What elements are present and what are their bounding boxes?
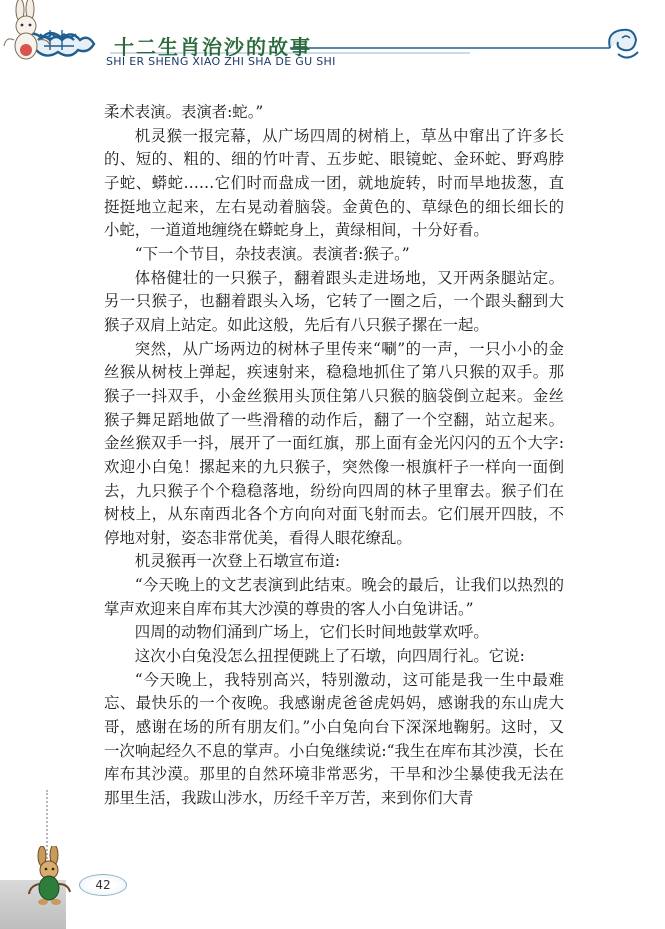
rabbit-icon <box>0 0 62 62</box>
paragraph: “今天晚上，我特别高兴，特别激动，这可能是我一生中最难忘、最快乐的一个夜晚。我感谢虎爸爸虎妈妈，感谢我的东山虎大哥，感谢在场的所有朋友们。”小白兔向台下深深地鞠躬。这时，又一次响起经久不息的掌声。小白兔继续说:“我生在库布其沙漠，长在库布其沙漠。那里的自然环境非常恶劣，干旱和沙尘暴使我无法在那里生活，我跋山涉水，历经千辛万苦，来到你们大青 <box>104 670 564 808</box>
body-text <box>104 101 564 811</box>
page-number: 42 <box>79 874 127 896</box>
book-title-pinyin: SHI ER SHENG XIAO ZHI SHA DE GU SHI <box>106 55 336 68</box>
paragraph: 体格健壮的一只猴子，翻着跟头走进场地，又开两条腿站定。另一只猴子，也翻着跟头入场，它转了一圈之后，一个跟头翻到大猴子双肩上站定。如此这般，先后有八只猴子摞在一起。 <box>104 268 564 334</box>
rabbit-mascot-icon <box>26 846 74 908</box>
page-header <box>0 0 665 100</box>
header-ornament <box>0 0 665 100</box>
paragraph: 这次小白兔没怎么扭捏便跳上了石墩，向四周行礼。它说: <box>134 647 525 666</box>
paragraph: 机灵猴一报完幕，从广场四周的树梢上，草丛中窜出了许多长的、短的、粗的、细的竹叶青、五步蛇、眼镜蛇、金环蛇、野鸡脖子蛇、蟒蛇……它们时而盘成一团，就地旋转，时而旱地拔葱，直挺挺地立起来，左右晃动着脑袋。金黄色的、草绿色的细长细长的小蛇，一道道地缠绕在蟒蛇身上，黄绿相间，十分好看。 <box>104 126 564 240</box>
paragraph: 机灵猴再一次登上石墩宣布道: <box>134 552 341 571</box>
paragraph: “下一个节目，杂技表演。表演者:猴子。” <box>134 244 410 263</box>
paragraph: 柔术表演。表演者:蛇。” <box>104 103 264 121</box>
paragraph: “今天晚上的文艺表演到此结束。晚会的最后，让我们以热烈的掌声欢迎来自库布其大沙漠的尊贵的客人小白兔讲话。” <box>104 576 564 618</box>
paragraph: 突然，从广场两边的树林子里传来“唰”的一声，一只小小的金丝猴从树枝上弹起，疾速射来，稳稳地抓住了第八只猴的双手。那猴子一抖双手，小金丝猴用头顶住第八只猴的脑袋倒立起来。金丝猴子舞足蹈地做了一些滑稽的动作后，翻了一个空翻，站立起来。金丝猴双手一抖，展开了一面红旗，那上面有金光闪闪的五个大字:欢迎小白兔！摞起来的九只猴子，突然像一根旗杆子一样向一面倒去，九只猴子个个稳稳落地，纷纷向四周的林子里窜去。猴子们在树枝上，从东南西北各个方向向对面飞射而去。它们展开四肢，不停地对射，姿态非常优美，看得人眼花缭乱。 <box>104 339 564 547</box>
book-title: 十二生肖治沙的故事 <box>114 35 312 59</box>
paragraph: 四周的动物们涌到广场上，它们长时间地鼓掌欢呼。 <box>134 623 489 642</box>
